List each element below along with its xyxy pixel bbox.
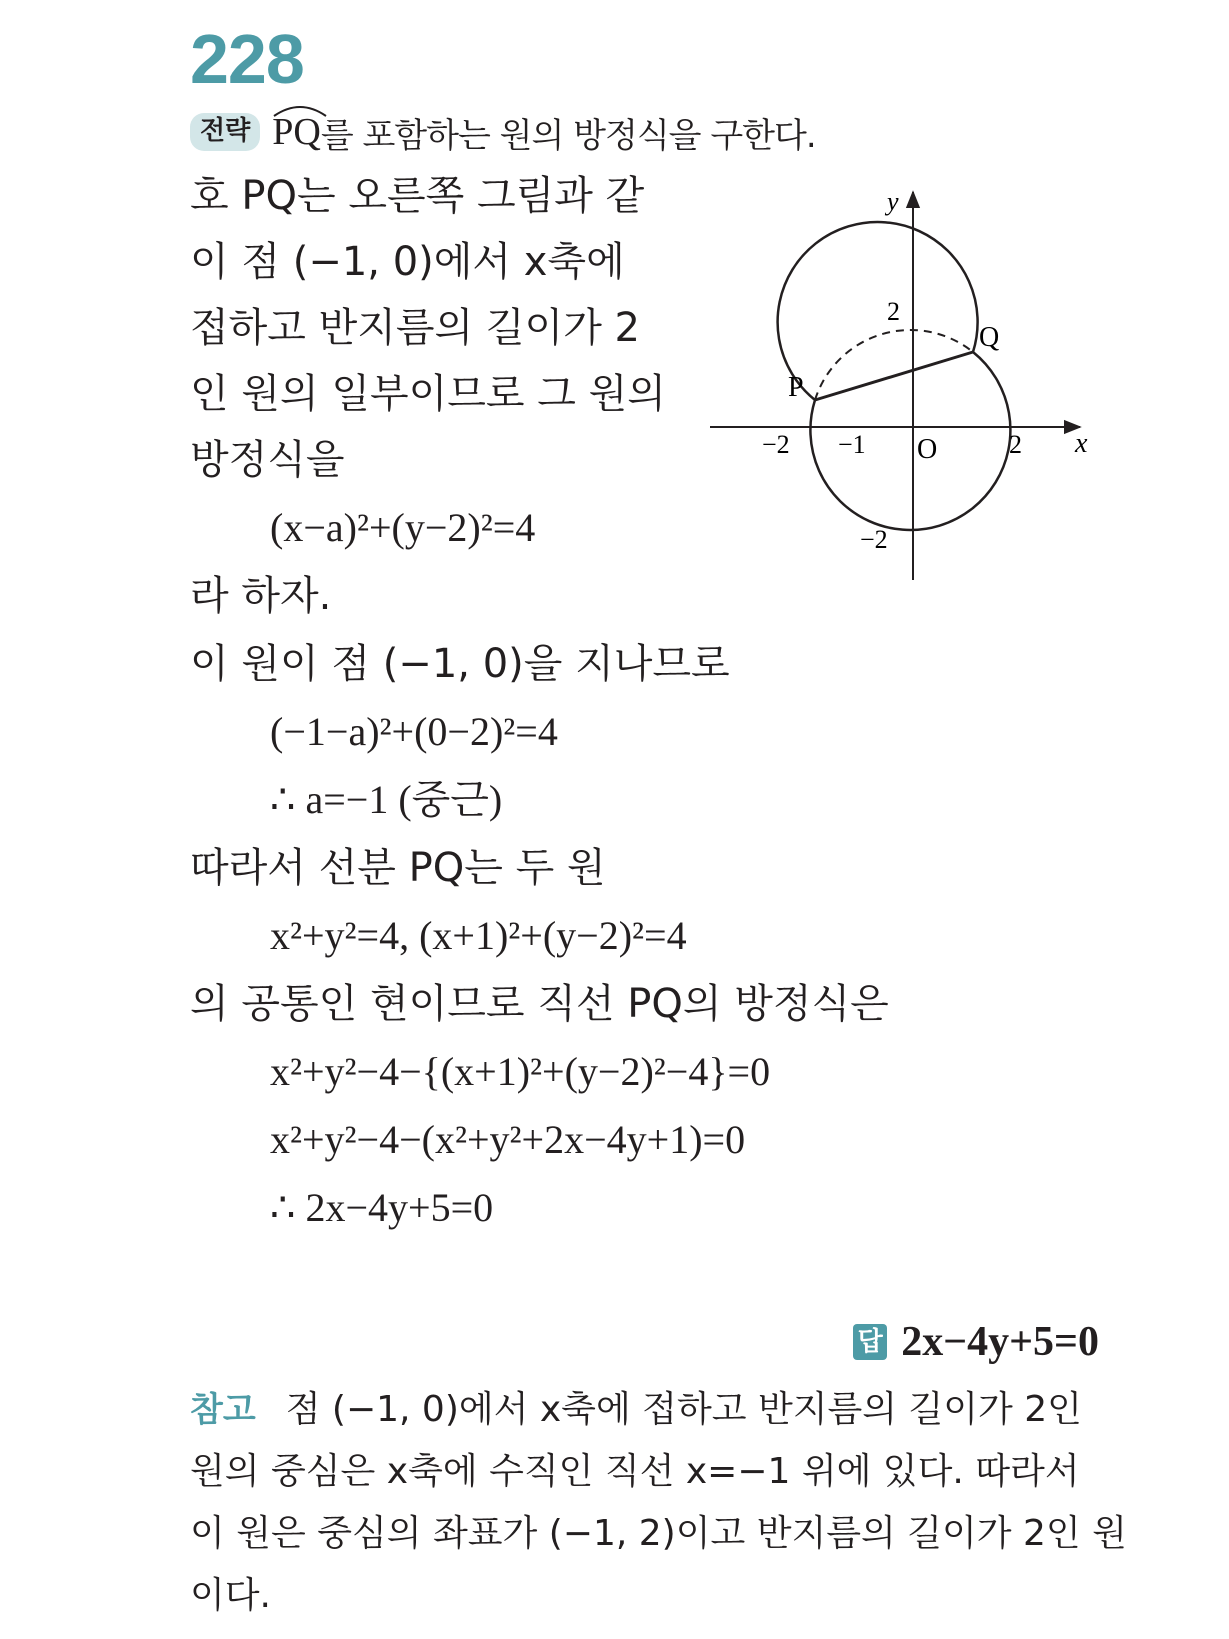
- circle-diagram: [700, 180, 1110, 590]
- body-line-6: 라 하자.: [190, 573, 332, 619]
- equation-1: (x−a)²+(y−2)²=4: [270, 505, 536, 550]
- body-line-7: 이 원이 점 (−1, 0)을 지나므로: [190, 641, 730, 687]
- body-line-4: 인 원의 일부이므로 그 원의: [190, 371, 666, 417]
- equation-7: ∴ 2x−4y+5=0: [270, 1185, 494, 1230]
- equation-6: x²+y²−4−(x²+y²+2x−4y+1)=0: [270, 1117, 746, 1162]
- body-line-1: 호 PQ는 오른쪽 그림과 같: [190, 173, 645, 219]
- strategy-row: [190, 108, 816, 156]
- problem-number: 228: [190, 20, 304, 98]
- strategy-text: 를 포함하는 원의 방정식을 구한다.: [320, 115, 816, 156]
- body-line-3: 접하고 반지름의 길이가 2: [190, 305, 640, 351]
- y-axis-label: y: [887, 187, 899, 216]
- equation-3: ∴ a=−1 (중근): [270, 777, 503, 822]
- answer-badge: 답: [853, 1324, 887, 1360]
- note-line-2: 원의 중심은 x축에 수직인 직선 x=−1 위에 있다. 따라서: [190, 1451, 1080, 1492]
- x-axis-label: x: [1075, 428, 1088, 459]
- strategy-badge: 전략: [190, 113, 260, 151]
- equation-4: x²+y²=4, (x+1)²+(y−2)²=4: [270, 913, 687, 958]
- answer-text: 2x−4y+5=0: [901, 1319, 1099, 1365]
- note-line-1: 참고 점 (−1, 0)에서 x축에 접하고 반지름의 길이가 2인: [190, 1389, 1082, 1430]
- arc-symbol-icon: [272, 103, 328, 117]
- strategy-arc-label: PQ: [272, 113, 321, 151]
- origin-label: O: [917, 434, 938, 465]
- tick-label-y-neg2: −2: [860, 525, 888, 554]
- equation-5: x²+y²−4−{(x+1)²+(y−2)²−4}=0: [270, 1049, 771, 1094]
- circle-origin-dashed-arc: [815, 330, 973, 400]
- body-line-5: 방정식을: [190, 437, 345, 483]
- point-q-label: Q: [979, 322, 1000, 353]
- circle-center-neg1-2: [778, 222, 978, 400]
- tick-label-y-2: 2: [887, 297, 900, 326]
- note-line-3: 이 원은 중심의 좌표가 (−1, 2)이고 반지름의 길이가 2인 원: [190, 1513, 1127, 1554]
- body-line-8: 따라서 선분 PQ는 두 원: [190, 845, 606, 891]
- note-line-4: 이다.: [190, 1575, 271, 1616]
- answer-row: [853, 1318, 1099, 1366]
- point-p-label: P: [788, 372, 804, 403]
- body-line-2: 이 점 (−1, 0)에서 x축에: [190, 239, 625, 285]
- note-label: 참고: [190, 1390, 256, 1430]
- tick-label-x-2: 2: [1009, 430, 1022, 459]
- tick-label-x-neg1: −1: [838, 430, 866, 459]
- tick-label-x-neg2: −2: [762, 430, 790, 459]
- equation-2: (−1−a)²+(0−2)²=4: [270, 709, 558, 754]
- body-line-9: 의 공통인 현이므로 직선 PQ의 방정식은: [190, 981, 889, 1027]
